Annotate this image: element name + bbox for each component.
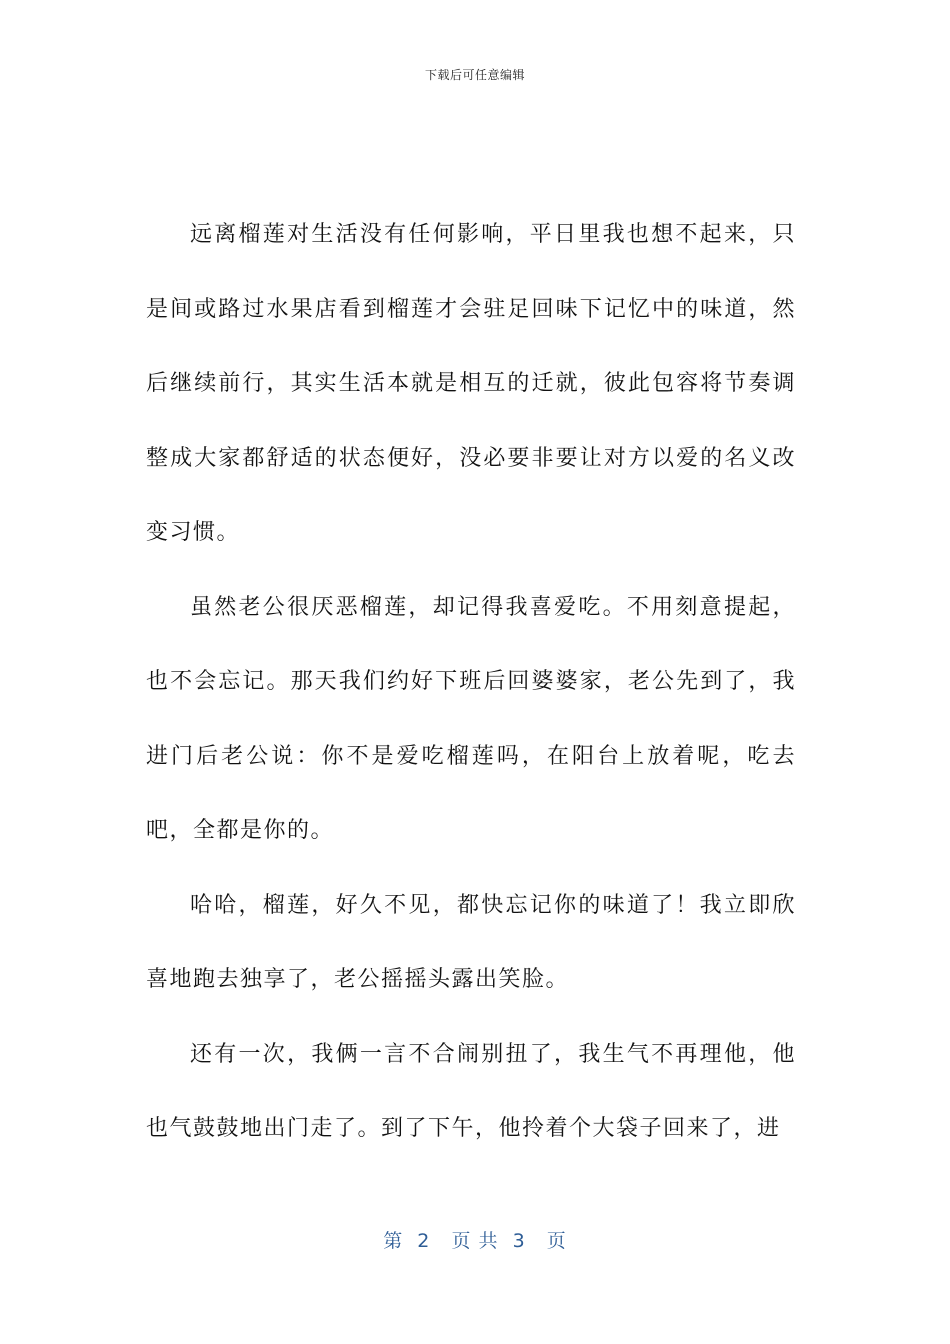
- page-number-footer: 第 2 页 共 3 页: [383, 1230, 567, 1252]
- paragraph: 哈哈，榴莲，好久不见，都快忘记你的味道了！我立即欣喜地跑去独享了，老公摇摇头露出笑脸。: [146, 892, 796, 992]
- paragraph: 远离榴莲对生活没有任何影响，平日里我也想不起来，只是间或路过水果店看到榴莲才会驻足回味下记忆中的味道，然后继续前行，其实生活本就是相互的迁就，彼此包容将节奏调整成大家都舒适的状态便好，没必要非要让对方以爱的名义改变习惯。: [146, 222, 796, 545]
- paragraph: 虽然老公很厌恶榴莲，却记得我喜爱吃。不用刻意提起，也不会忘记。那天我们约好下班后回婆婆家，老公先到了，我进门后老公说：你不是爱吃榴莲吗，在阳台上放着呢，吃去吧，全都是你的。: [146, 594, 796, 843]
- document-body: [146, 198, 796, 1167]
- page-header: 下载后可任意编辑: [424, 68, 525, 82]
- paragraph: 还有一次，我俩一言不合闹别扭了，我生气不再理他，他也气鼓鼓地出门走了。到了下午，他拎着个大袋子回来了，进: [146, 1041, 796, 1141]
